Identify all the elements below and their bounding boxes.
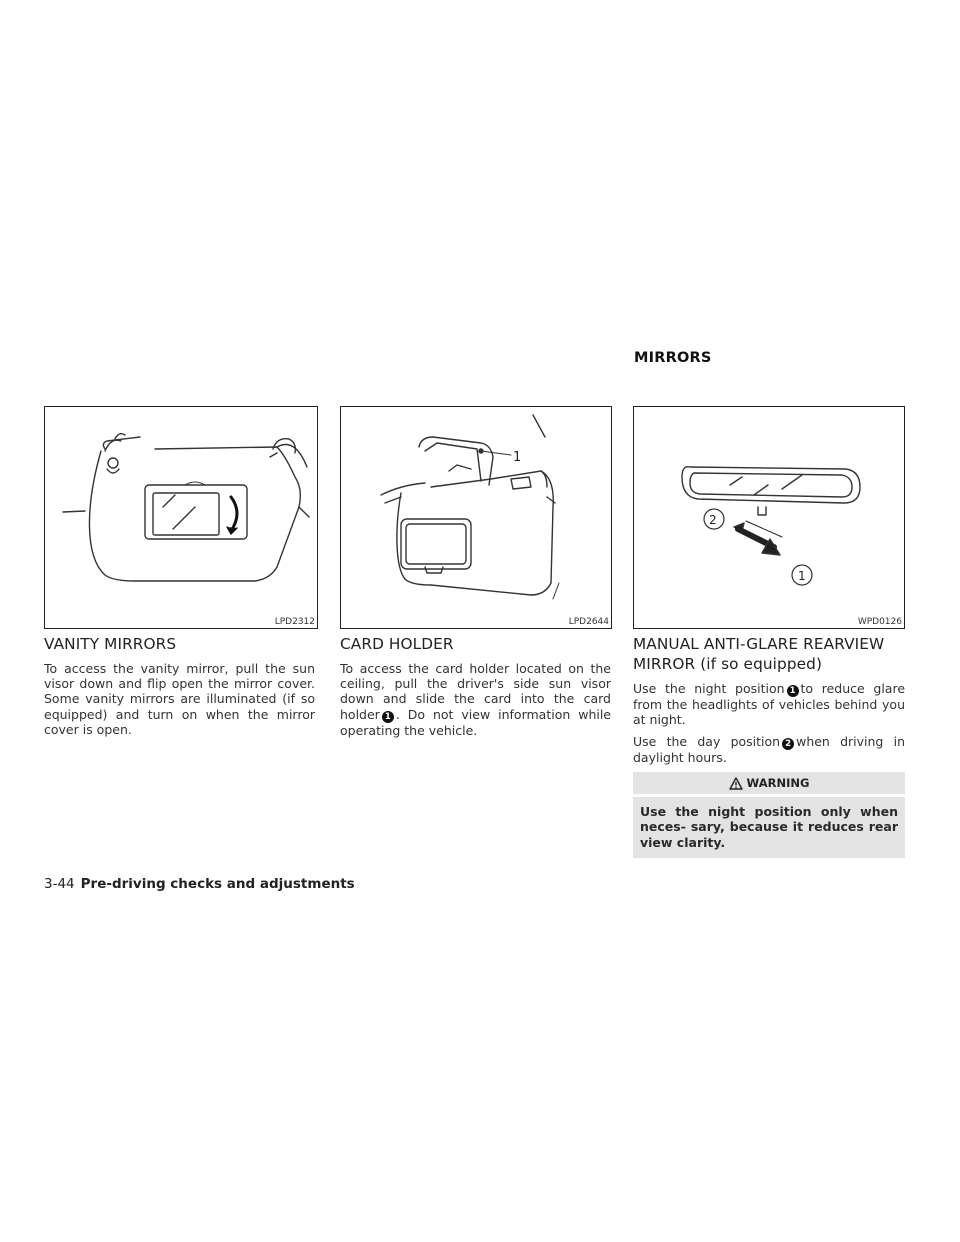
- vanity-mirrors-text: To access the vanity mirror, pull the sun visor down and flip open the mirror cover. Some vanity mirrors are illuminated (if so equipped) and turn on when the mirror cover is open.: [44, 661, 315, 737]
- chapter-title: Pre-driving checks and adjustments: [80, 876, 355, 892]
- page-number: 3-44: [44, 876, 75, 892]
- section-title: MIRRORS: [634, 350, 712, 366]
- callout-1-badge: 1: [382, 711, 394, 723]
- vanity-mirrors-heading: VANITY MIRRORS: [44, 635, 177, 653]
- rearview-heading-line1: MANUAL ANTI-GLARE REARVIEW: [633, 635, 885, 653]
- figure-code: LPD2644: [568, 617, 609, 627]
- figure-card-holder: [340, 406, 612, 629]
- page-footer: [44, 876, 355, 892]
- night-text-before: Use the night position: [633, 681, 785, 696]
- rearview-heading-line2: MIRROR (if so equipped): [633, 655, 823, 673]
- night-text-after: to reduce glare from the headlights of vehicles behind you at night.: [633, 681, 906, 728]
- callout-2-badge: 2: [782, 738, 794, 750]
- warning-triangle-icon: [729, 777, 743, 790]
- card-holder-illustration: [341, 407, 611, 628]
- callout-1: 1: [798, 569, 806, 583]
- night-position-text: [633, 681, 905, 727]
- day-position-text: [633, 734, 905, 765]
- card-holder-text: [340, 661, 611, 738]
- warning-box: [633, 772, 905, 858]
- figure-vanity-mirror: [44, 406, 318, 629]
- warning-header: [633, 772, 905, 794]
- rearview-mirror-heading: [633, 634, 905, 674]
- card-holder-text-before: To access the card holder located on the ceiling, pull the driver's side sun visor down and slide the card into the card holder: [340, 661, 611, 722]
- card-holder-section: [340, 634, 611, 745]
- figure-code: WPD0126: [857, 617, 902, 627]
- card-holder-text-after: . Do not view information while operating the vehicle.: [340, 706, 611, 738]
- vanity-mirror-illustration: [45, 407, 317, 628]
- day-text-after: when driving in daylight hours.: [633, 734, 905, 766]
- rearview-mirror-illustration: [634, 407, 904, 628]
- card-holder-heading: CARD HOLDER: [340, 635, 454, 653]
- figure-rearview-mirror: [633, 406, 905, 629]
- warning-text: Use the night position only when neces- sary, because it reduces rear view clarity.: [640, 804, 898, 850]
- warning-label: WARNING: [746, 776, 810, 790]
- callout-1: 1: [513, 450, 522, 465]
- callout-1-badge: 1: [787, 685, 799, 697]
- day-text-before: Use the day position: [633, 734, 781, 750]
- vanity-mirrors-section: [44, 634, 315, 744]
- figure-code: LPD2312: [274, 617, 315, 627]
- callout-2: 2: [709, 513, 717, 527]
- rearview-mirror-section: [633, 634, 905, 773]
